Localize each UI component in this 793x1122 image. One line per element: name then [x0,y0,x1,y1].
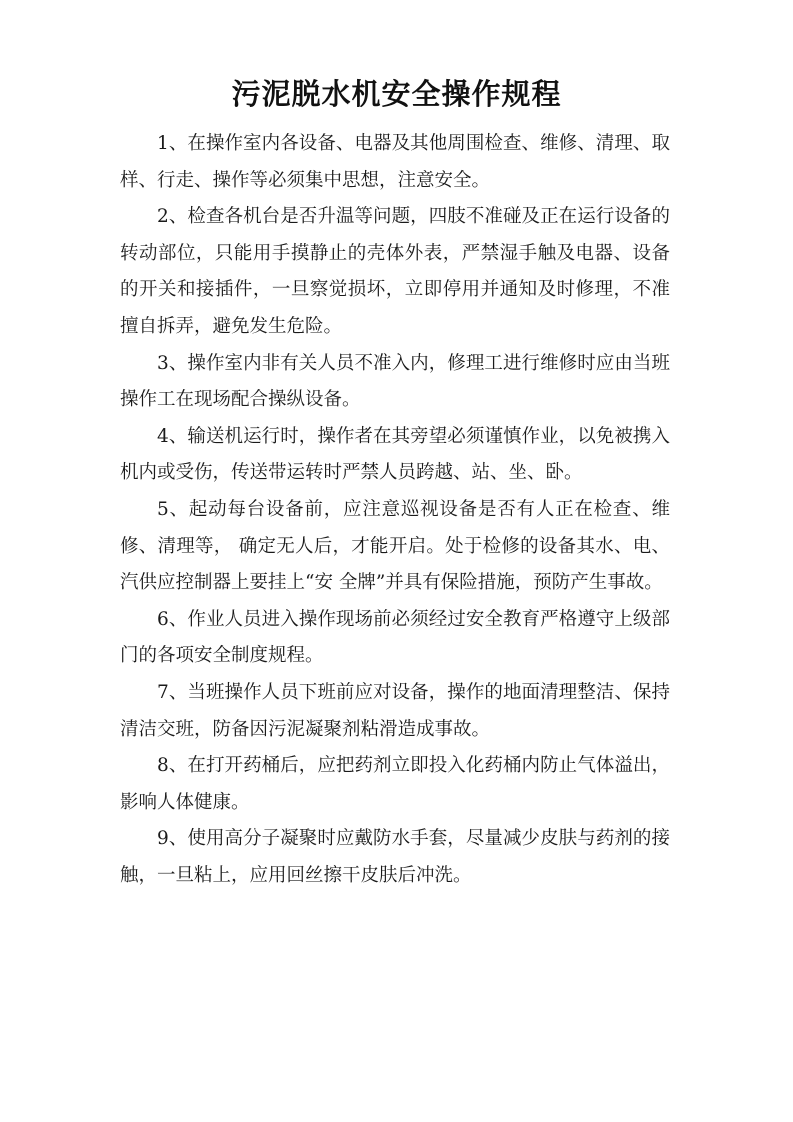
paragraph-9: 9、使用高分子凝聚时应戴防水手套，尽量减少皮肤与药剂的接触，一旦粘上，应用回丝擦干皮肤后冲洗。 [120,828,670,886]
paragraph-6: 6、作业人员进入操作现场前必须经过安全教育严格遵守上级部门的各项安全制度规程。 [120,608,670,667]
paragraph-8: 8、在打开药桶后，应把药剂立即投入化药桶内防止气体溢出，影响人体健康。 [120,755,670,813]
paragraph-4: 4、输送机运行时，操作者在其旁望必须谨慎作业，以免被携入机内或受伤，传送带运转时严禁人员跨越、站、坐、卧。 [120,425,670,484]
paragraph-5: 5、起动每台设备前，应注意巡视设备是否有人正在检查、维修、清理等， 确定无人后，才能开启。处于检修的设备其水、电、汽供应控制器上要挂上“安 全牌”并具有保险措施，预防产生事故。 [120,498,670,594]
document-body [120,126,670,894]
paragraph-1: 1、在操作室内各设备、电器及其他周围检查、维修、清理、取样、行走、操作等必须集中思想，注意安全。 [120,133,670,191]
document-title: 污泥脱水机安全操作规程 [231,77,562,111]
paragraph-3: 3、操作室内非有关人员不准入内，修理工进行维修时应由当班操作工在现场配合操纵设备。 [120,352,670,411]
paragraph-7: 7、当班操作人员下班前应对设备，操作的地面清理整洁、保持清洁交班，防备因污泥凝聚剂粘滑造成事故。 [120,681,670,740]
paragraph-2: 2、检查各机台是否升温等问题，四肢不准碰及正在运行设备的转动部位，只能用手摸静止的壳体外表，严禁湿手触及电器、设备的开关和接插件，一旦察觉损坏，立即停用并通知及时修理，不准擅自拆弄，避免发生危险。 [120,206,670,337]
